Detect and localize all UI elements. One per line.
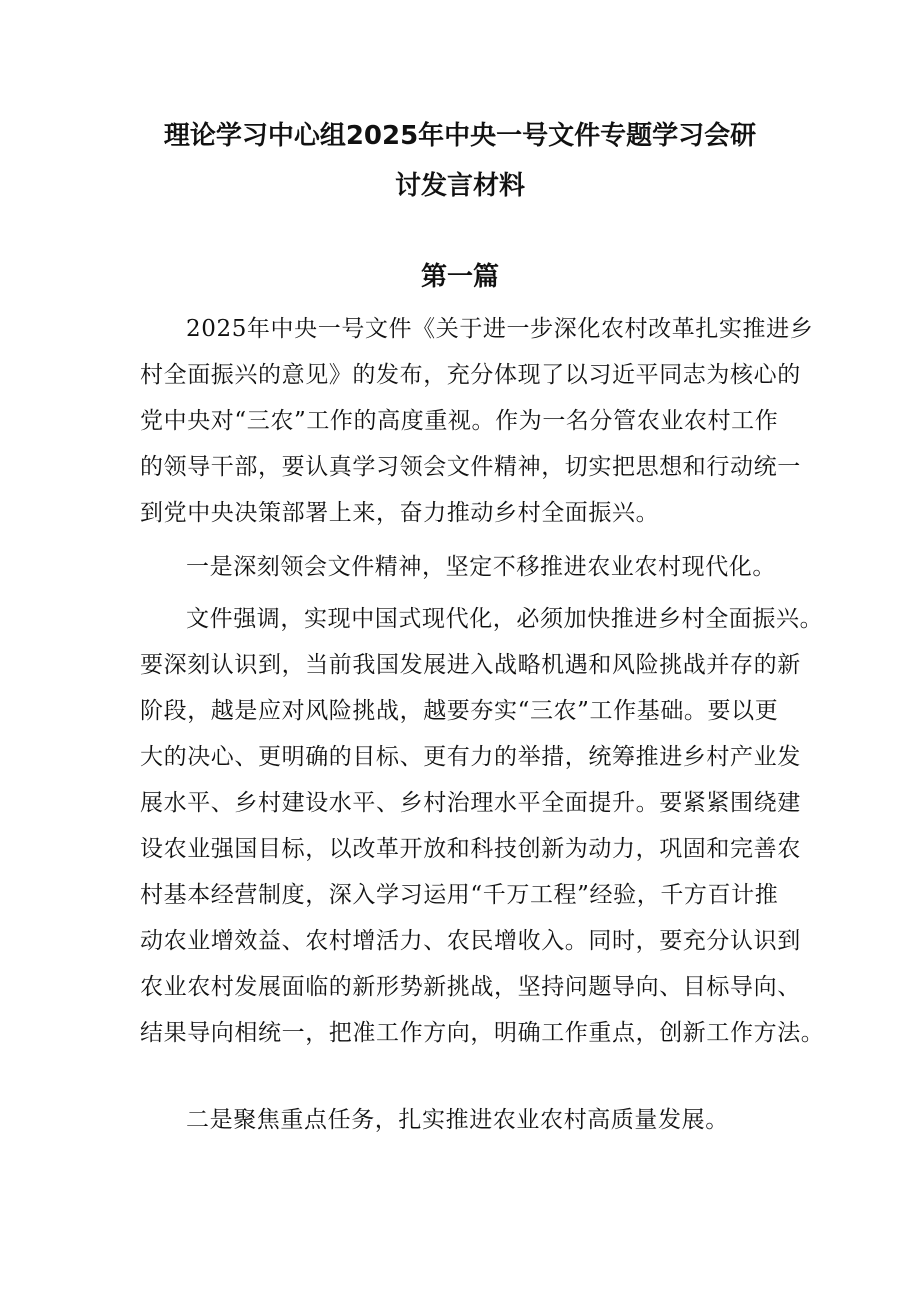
paragraph-line: 要深刻认识到，当前我国发展进入战略机遇和风险挑战并存的新 [140, 652, 801, 678]
paragraph-line: 村基本经营制度，深入学习运用“千万工程”经验，千方百计推 [140, 882, 779, 908]
paragraph-line: 2025年中央一号文件《关于进一步深化农村改革扎实推进乡 [186, 316, 814, 342]
paragraph-line: 设农业强国目标，以改革开放和科技创新为动力，巩固和完善农 [140, 836, 801, 862]
paragraph-line: 到党中央决策部署上来，奋力推动乡村全面振兴。 [140, 500, 660, 526]
paragraph-line: 动农业增效益、农村增活力、农民增收入。同时，要充分认识到 [140, 928, 801, 954]
paragraph-line: 农业农村发展面临的新形势新挑战，坚持问题导向、目标导向、 [140, 974, 801, 1000]
subheading-line: 一是深刻领会文件精神，坚定不移推进农业农村现代化。 [186, 554, 776, 580]
paragraph-line: 展水平、乡村建设水平、乡村治理水平全面提升。要紧紧围绕建 [140, 790, 801, 816]
subheading-line: 二是聚焦重点任务，扎实推进农业农村高质量发展。 [186, 1107, 729, 1133]
document-title-line-1: 理论学习中心组2025年中央一号文件专题学习会研 [163, 121, 757, 151]
paragraph-line: 党中央对“三农”工作的高度重视。作为一名分管农业农村工作 [140, 408, 779, 434]
paragraph-line: 的领导干部，要认真学习领会文件精神，切实把思想和行动统一 [140, 454, 801, 480]
section-heading: 第一篇 [420, 262, 499, 292]
paragraph-line: 村全面振兴的意见》的发布，充分体现了以习近平同志为核心的 [140, 362, 801, 388]
document-title-line-2: 讨发言材料 [394, 171, 525, 201]
paragraph-line: 大的决心、更明确的目标、更有力的举措，统筹推进乡村产业发 [140, 744, 801, 770]
paragraph-line: 结果导向相统一，把准工作方向，明确工作重点，创新工作方法。 [140, 1020, 825, 1046]
paragraph-line: 阶段，越是应对风险挑战，越要夯实“三农”工作基础。要以更 [140, 698, 779, 724]
paragraph-line: 文件强调，实现中国式现代化，必须加快推进乡村全面振兴。 [186, 606, 824, 632]
